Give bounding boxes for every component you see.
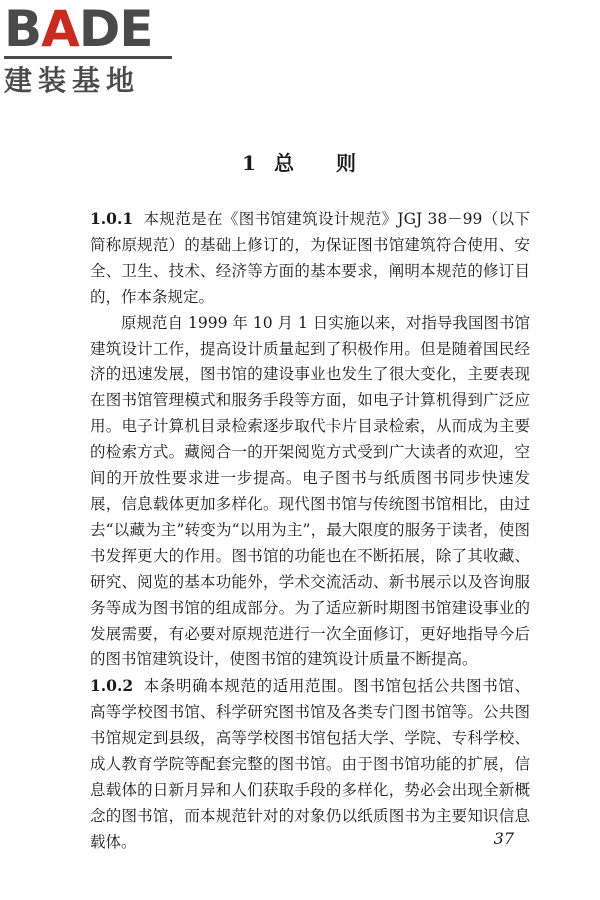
clause-1-0-2 — [90, 673, 530, 855]
clause-1-0-1-paragraph: 原规范自 1999 年 10 月 1 日实施以来，对指导我国图书馆建筑设计工作，提高设计质量起到了积极作用。但是随着国民经济的迅速发展，图书馆的建设事业也发生了很大变化，主要表现在图书馆管理模式和服务手段等方面，如电子计算机得到广泛应用。电子计算机目录检索逐步取代卡片目录检索，从而成为主要的检索方式。藏阅合一的开架阅览方式受到广大读者的欢迎，空间的开放性要求进一步提高。电子图书与纸质图书同步快速发展，信息载体更加多样化。现代图书馆与传统图书馆相比，由过去“以藏为主”转变为“以用为主”，最大限度的服务于读者，使图书发挥更大的作用。图书馆的功能也在不断拓展，除了其收藏、研究、阅览的基本功能外，学术交流活动、新书展示以及咨询服务等成为图书馆的组成部分。为了适应新时期图书馆建设事业的发展需要，有必要对原规范进行一次全面修订，更好地指导今后的图书馆建筑设计，使图书馆的建筑设计质量不断提高。 — [90, 313, 530, 669]
chapter-number: 1 — [242, 151, 258, 175]
clause-1-0-1 — [90, 206, 530, 311]
logo-letters-de: DE — [78, 0, 153, 58]
clause-text: 本规范是在《图书馆建筑设计规范》JGJ 38－99（以下简称原规范）的基础上修订的，为保证图书馆建筑符合使用、安全、卫生、技术、经济等方面的基本要求，阐明本规范的修订目的，作本条规定。 — [90, 210, 530, 306]
page-number: 37 — [493, 829, 514, 848]
clause-number: 1.0.2 — [90, 676, 134, 696]
chapter-title-part1: 总 — [273, 151, 296, 175]
logo-letter-a-accent: A — [41, 0, 79, 58]
brand-logo — [4, 0, 176, 97]
logo-wordmark — [4, 0, 176, 58]
clause-text: 本条明确本规范的适用范围。图书馆包括公共图书馆、高等学校图书馆、科学研究图书馆及各类专门图书馆等。公共图书馆规定到县级，高等学校图书馆包括大学、学院、专科学校、成人教育学院等配套完整的图书馆。由于图书馆功能的扩展，信息载体的日新月异和人们获取手段的多样化，势必会出现全新概念的图书馆，而本规范针对的对象仍以纸质图书为主要知识信息载体。 — [90, 677, 530, 851]
logo-letter-b: B — [4, 0, 42, 58]
logo-subtitle: 建装基地 — [4, 64, 141, 97]
body-text — [90, 206, 530, 856]
chapter-heading — [0, 147, 600, 176]
clause-number: 1.0.1 — [90, 209, 134, 228]
chapter-title-part2: 则 — [335, 151, 358, 175]
